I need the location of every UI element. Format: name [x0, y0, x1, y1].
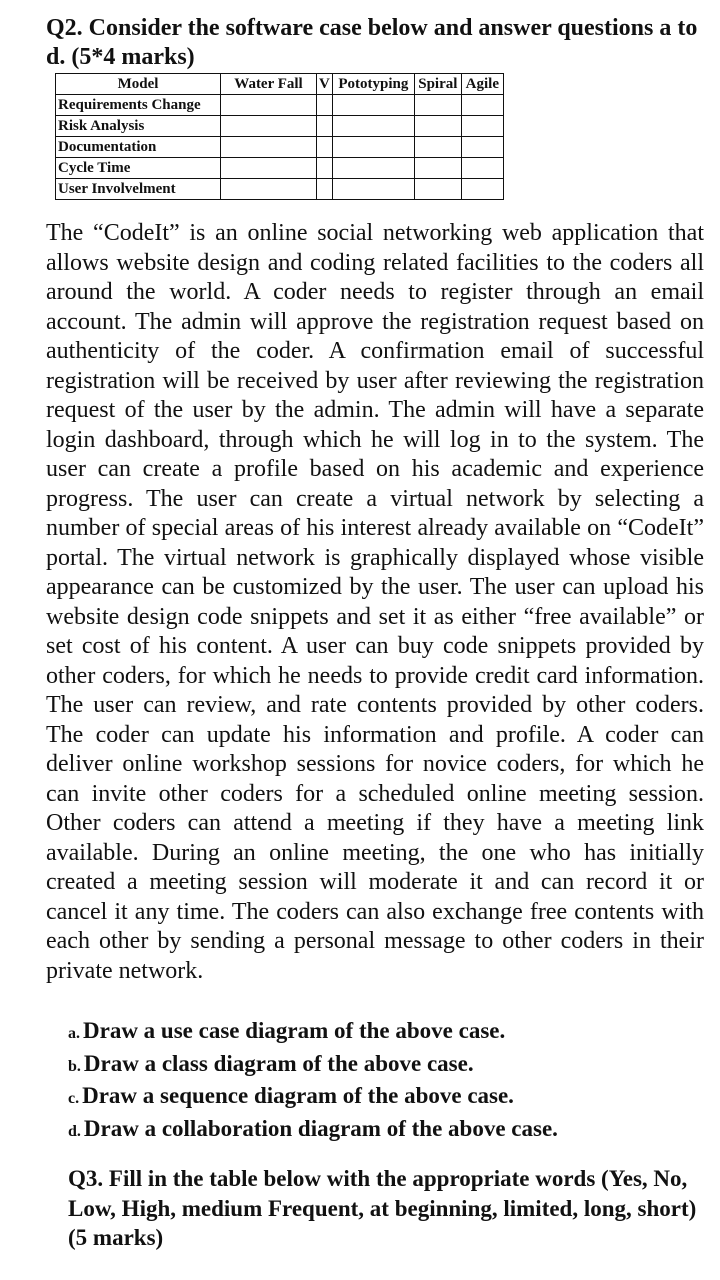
table-cell	[414, 137, 461, 158]
table-cell	[461, 95, 503, 116]
subquestion-list	[68, 1016, 708, 1146]
table-cell	[317, 95, 333, 116]
table-cell	[414, 158, 461, 179]
table-cell	[317, 179, 333, 200]
q3-heading: Q3. Fill in the table below with the appropriate words (Yes, No, Low, High, medium Frequent, at beginning, limited, long, short) (5 marks)	[68, 1166, 697, 1250]
table-cell	[332, 158, 414, 179]
table-cell	[221, 179, 317, 200]
table-cell	[332, 95, 414, 116]
subquestion-c	[68, 1081, 708, 1114]
table-cell	[332, 116, 414, 137]
column-header-agile: Agile	[461, 74, 503, 95]
table-cell	[332, 179, 414, 200]
row-label-cycle-time: Cycle Time	[56, 158, 221, 179]
table-header-row	[56, 74, 504, 95]
row-label-requirements-change: Requirements Change	[56, 95, 221, 116]
table-cell	[221, 158, 317, 179]
case-description: The “CodeIt” is an online social networking web application that allows website design and coding related facilities to the coders all around the world. A coder needs to register through an email account. The admin will approve the registration request based on authenticity of the coder. A confirmation email of successful registration will be received by user after reviewing the registration request of the user by the admin. The admin will have a separate login dashboard, through which he will log in to the system. The user can create a profile based on his academic and experience progress. The user can create a virtual network by selecting a number of special areas of his interest already available on “CodeIt” portal. The virtual network is graphically displayed whose visible appearance can be customized by the user. The user can upload his website design code snippets and set it as either “free available” or set cost of his content. A user can buy code snippets provided by other coders, for which he needs to provide credit card information. The user can review, and rate contents provided by other coders. The coder can update his information and profile. A coder can deliver online workshop sessions for novice coders, for which he can invite other coders for a scheduled online meeting session. Other coders can attend a meeting if they have a meeting link available. During an online meeting, the one who has initially created a meeting session will moderate it and can record it or cancel it any time. The coders can also exchange free contents with each other by sending a personal message to other coders in their private network.	[46, 220, 704, 984]
table-cell	[221, 137, 317, 158]
row-label-documentation: Documentation	[56, 137, 221, 158]
column-header-prototyping: Pototyping	[332, 74, 414, 95]
table-cell	[461, 137, 503, 158]
table-row	[56, 179, 504, 200]
subquestion-letter: c.	[68, 1090, 80, 1107]
subquestion-text: Draw a sequence diagram of the above case.	[82, 1083, 514, 1108]
column-header-spiral: Spiral	[414, 74, 461, 95]
subquestion-text: Draw a class diagram of the above case.	[83, 1050, 474, 1076]
subquestion-text: Draw a use case diagram of the above case.	[83, 1018, 506, 1043]
table-cell	[332, 137, 414, 158]
row-label-user-involvement: User Involvelment	[56, 179, 221, 200]
table-row	[56, 158, 504, 179]
table-cell	[221, 95, 317, 116]
subquestion-text: Draw a collaboration diagram of the above case.	[83, 1115, 558, 1141]
table-cell	[317, 137, 333, 158]
table-cell	[414, 179, 461, 200]
table-cell	[317, 116, 333, 137]
table-row	[56, 95, 504, 116]
subquestion-b	[68, 1049, 708, 1082]
table-cell	[414, 116, 461, 137]
table-row	[56, 116, 504, 137]
row-label-risk-analysis: Risk Analysis	[56, 116, 221, 137]
column-header-v: V	[317, 74, 333, 95]
subquestion-a	[68, 1016, 708, 1049]
table-cell	[317, 158, 333, 179]
table-cell	[414, 95, 461, 116]
column-header-waterfall: Water Fall	[221, 74, 317, 95]
model-comparison-table	[55, 73, 504, 200]
q2-heading: Q2. Consider the software case below and answer questions a to d. (5*4 marks)	[46, 15, 698, 70]
subquestion-d	[68, 1114, 708, 1147]
subquestion-letter: a.	[68, 1025, 80, 1042]
table-row	[56, 137, 504, 158]
table-cell	[221, 116, 317, 137]
table-cell	[461, 116, 503, 137]
column-header-model: Model	[56, 74, 221, 95]
subquestion-letter: b.	[68, 1057, 81, 1075]
table-cell	[461, 179, 503, 200]
table-cell	[461, 158, 503, 179]
subquestion-letter: d.	[68, 1122, 81, 1140]
